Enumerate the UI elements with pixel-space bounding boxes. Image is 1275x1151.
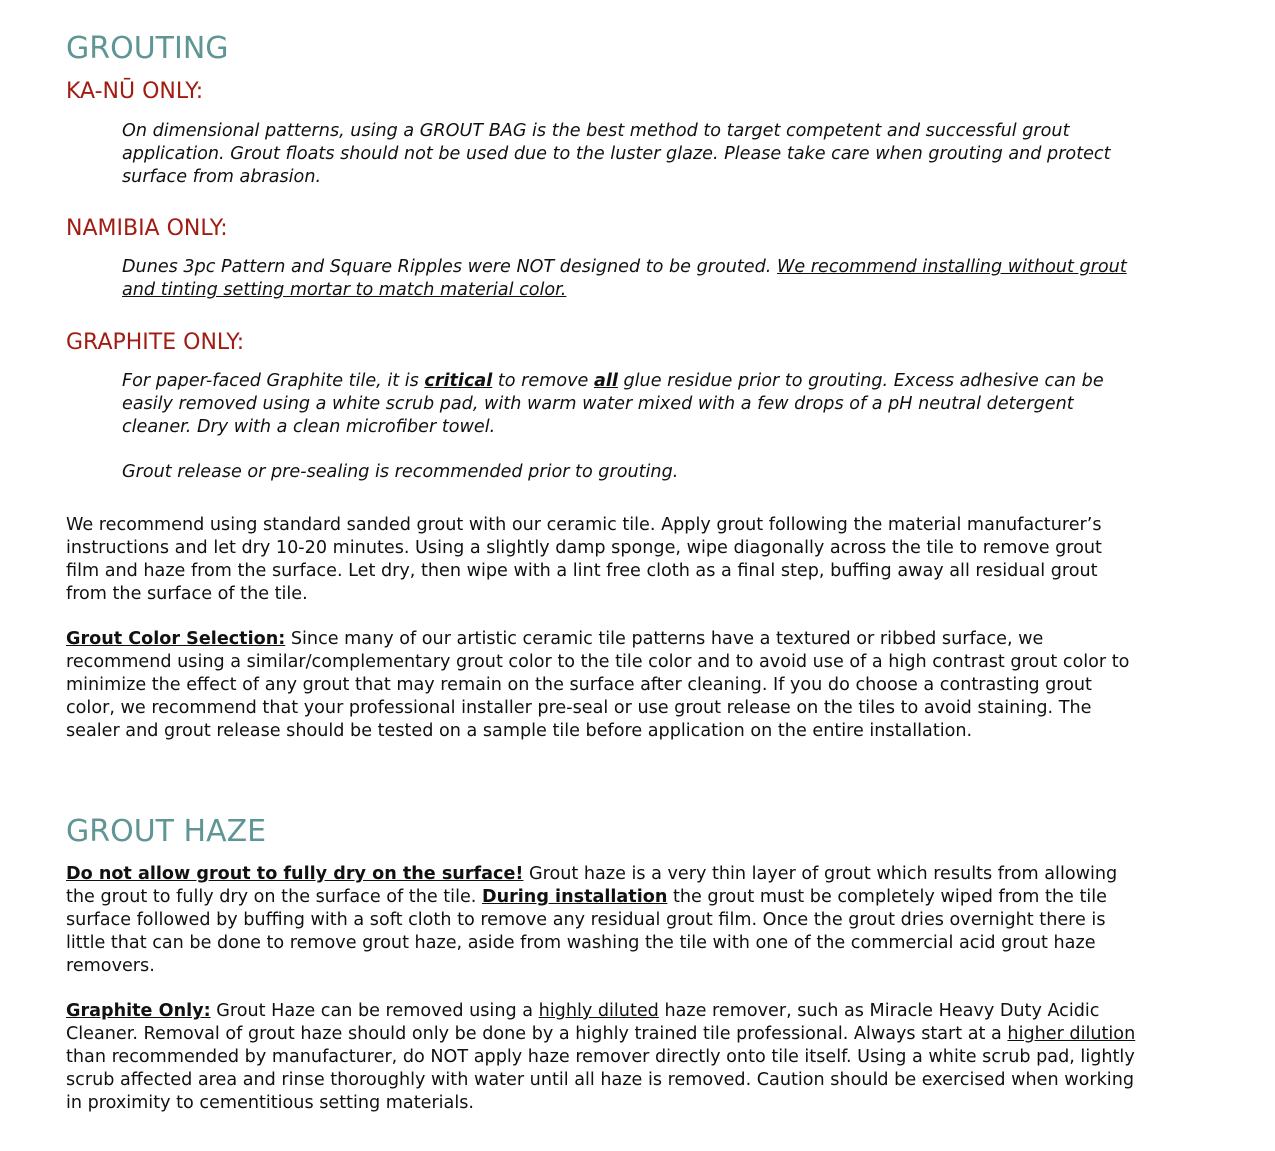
graphite-all: all (593, 371, 618, 391)
grout-haze-text-2 (66, 1000, 1136, 1115)
grouting-general-text: We recommend using standard sanded grout with our ceramic tile. Apply grout following the material manufacturer’s instructions and let dry 10-20 minutes. Using a slightly damp sponge, wipe diagonally across the tile to remove grout film and haze from the surface. Let dry, then wipe with a lint free cloth as a final step, buffing away all residual grout from the surface of the tile. (66, 515, 1102, 604)
grout-haze-text-2b: haze remover, such as Miracle Heavy Duty Acidic Cleaner. Removal of grout haze should only be done by a highly trained tile professional. Always start at a (66, 1001, 1100, 1044)
graphite-text-1c: glue residue prior to grouting. Excess adhesive can be easily removed using a white scrub pad, with warm water mixed with a few drops of a pH neutral detergent cleaner. Dry with a clean microfiber towel. (122, 371, 1104, 437)
graphite-critical: critical (424, 371, 493, 391)
grout-haze-text-1a: Grout haze is a very thin layer of grout which results from allowing the grout to fully dry on the surface of the tile. (66, 864, 1118, 907)
grout-haze-text-2c: than recommended by manufacturer, do NOT apply haze remover directly onto tile itself. Using a white scrub pad, lightly scrub affected area and rinse thoroughly with water until all haze is removed. Caution should be exercised when working in proximity to cementitious setting materials. (66, 1047, 1135, 1113)
grout-haze-text-2a: Grout Haze can be removed using a (210, 1001, 539, 1021)
grout-haze-text-1 (66, 863, 1136, 978)
grout-color-selection-text: Since many of our artistic ceramic tile patterns have a textured or ribbed surface, we recommend using a similar/complementary grout color to the tile color and to avoid use of a high contrast grout color to minimize the effect of any grout that may remain on the surface after cleaning. If you do choose a contrasting grout color, we recommend that your professional installer pre-seal or use grout release on the tiles to avoid staining. The sealer and grout release should be tested on a sample tile before application on the entire installation. (66, 629, 1130, 741)
highly-diluted: highly diluted (538, 1001, 659, 1021)
graphite-text-2: Grout release or pre-sealing is recommended prior to grouting. (122, 462, 679, 482)
kanu-heading: KA-NŪ ONLY: (66, 79, 204, 104)
higher-dilution: higher dilution (1007, 1024, 1136, 1044)
namibia-recommendation: We recommend installing without grout and tinting setting mortar to match material color. (122, 257, 1127, 300)
graphite-text-1a: For paper-faced Graphite tile, it is (122, 371, 425, 391)
grout-haze-title: GROUT HAZE (66, 814, 267, 849)
namibia-text (122, 256, 1132, 302)
grout-haze-text-1b: the grout must be completely wiped from the tile surface followed by buffing with a soft cloth to remove any residual grout film. Once the grout dries overnight there is little that can be done to remove grout haze, aside from washing the tile with one of the commercial acid grout haze removers. (66, 887, 1107, 976)
graphite-only-label: Graphite Only: (66, 1001, 211, 1021)
grout-color-selection (66, 628, 1136, 743)
grouting-title: GROUTING (66, 31, 229, 66)
graphite-text-1b: to remove (492, 371, 594, 391)
namibia-heading: NAMIBIA ONLY: (66, 216, 228, 241)
kanu-text: On dimensional patterns, using a GROUT BAG is the best method to target competent and successful grout application. Grout floats should not be used due to the luster glaze. Please take care when grouting and protect surface from abrasion. (122, 121, 1111, 187)
grout-haze-warning: Do not allow grout to fully dry on the surface! (66, 864, 524, 884)
namibia-text-a: Dunes 3pc Pattern and Square Ripples were NOT designed to be grouted. (122, 257, 777, 277)
during-installation: During installation (481, 887, 668, 907)
graphite-text-1 (122, 370, 1132, 439)
grout-color-selection-label: Grout Color Selection: (66, 629, 286, 649)
graphite-heading: GRAPHITE ONLY: (66, 330, 245, 355)
